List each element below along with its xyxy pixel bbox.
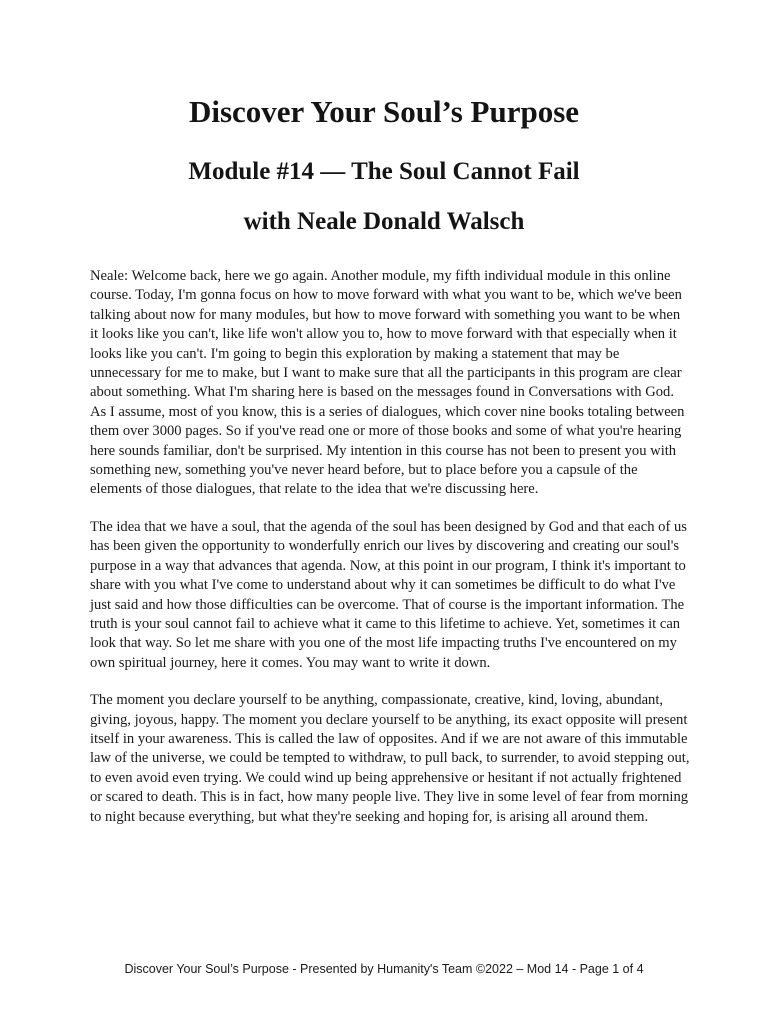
paragraph: The idea that we have a soul, that the agenda of the soul has been designed by God and that each of us has been given the opportunity to wonderfully enrich our lives by discovering and creating our soul's purpose in a way that advances that agenda. Now, at this point in our program, I think it's important to share with you what I've come to understand about why it can sometimes be difficult to do what I've just said and how those difficulties can be overcome. That of course is the important information. The truth is your soul cannot fail to achieve what it came to this lifetime to achieve. Yet, sometimes it can look that way. So let me share with you one of the most life impacting truths I've encountered on my own spiritual journey, here it comes. You may want to write it down. [90, 518, 687, 671]
document-title: Discover Your Soul’s Purpose [188, 94, 580, 129]
document-body [90, 267, 690, 845]
paragraph: The moment you declare yourself to be anything, compassionate, creative, kind, loving, abundant, giving, joyous, happy. The moment you declare yourself to be anything, its exact opposite will present itself in your awareness. This is called the law of opposites. And if we are not aware of this immutable law of the universe, we could be tempted to withdraw, to pull back, to surrender, to avoid stepping out, to even avoid even trying. We could wind up being apprehensive or hesitant if not actually frightened or scared to death. This is in fact, how many people live. They live in some level of fear from morning to night because everything, but what they're seeking and hoping for, is arising all around them. [90, 692, 690, 825]
author-byline: with Neale Donald Walsch [243, 208, 525, 235]
paragraph: Neale: Welcome back, here we go again. Another module, my fifth individual module in this online course. Today, I'm gonna focus on how to move forward with what you want to be, which we've been talking about now for many modules, but how to move forward with something you want to be when it looks like you can't, like life won't allow you to, how to move forward with that especially when it looks like you can't. I'm going to begin this exploration by making a statement that may be unnecessary for me to make, but I want to make sure that all the participants in this program are clear about something. What I'm sharing here is based on the messages found in Conversations with God. As I assume, most of you know, this is a series of dialogues, which cover nine books totaling between them over 3000 pages. So if you've read one or more of those books and some of what you're hearing here sounds familiar, don't be surprised. My intention in this course has not been to present you with something new, something you've never heard before, but to place before you a capsule of the elements of those dialogues, that relate to the idea that we're discussing here. [90, 268, 685, 498]
module-heading: Module #14 — The Soul Cannot Fail [188, 158, 580, 185]
page-footer: Discover Your Soul’s Purpose - Presented by Humanity's Team ©2022 – Mod 14 - Page 1 of 4 [124, 962, 644, 976]
